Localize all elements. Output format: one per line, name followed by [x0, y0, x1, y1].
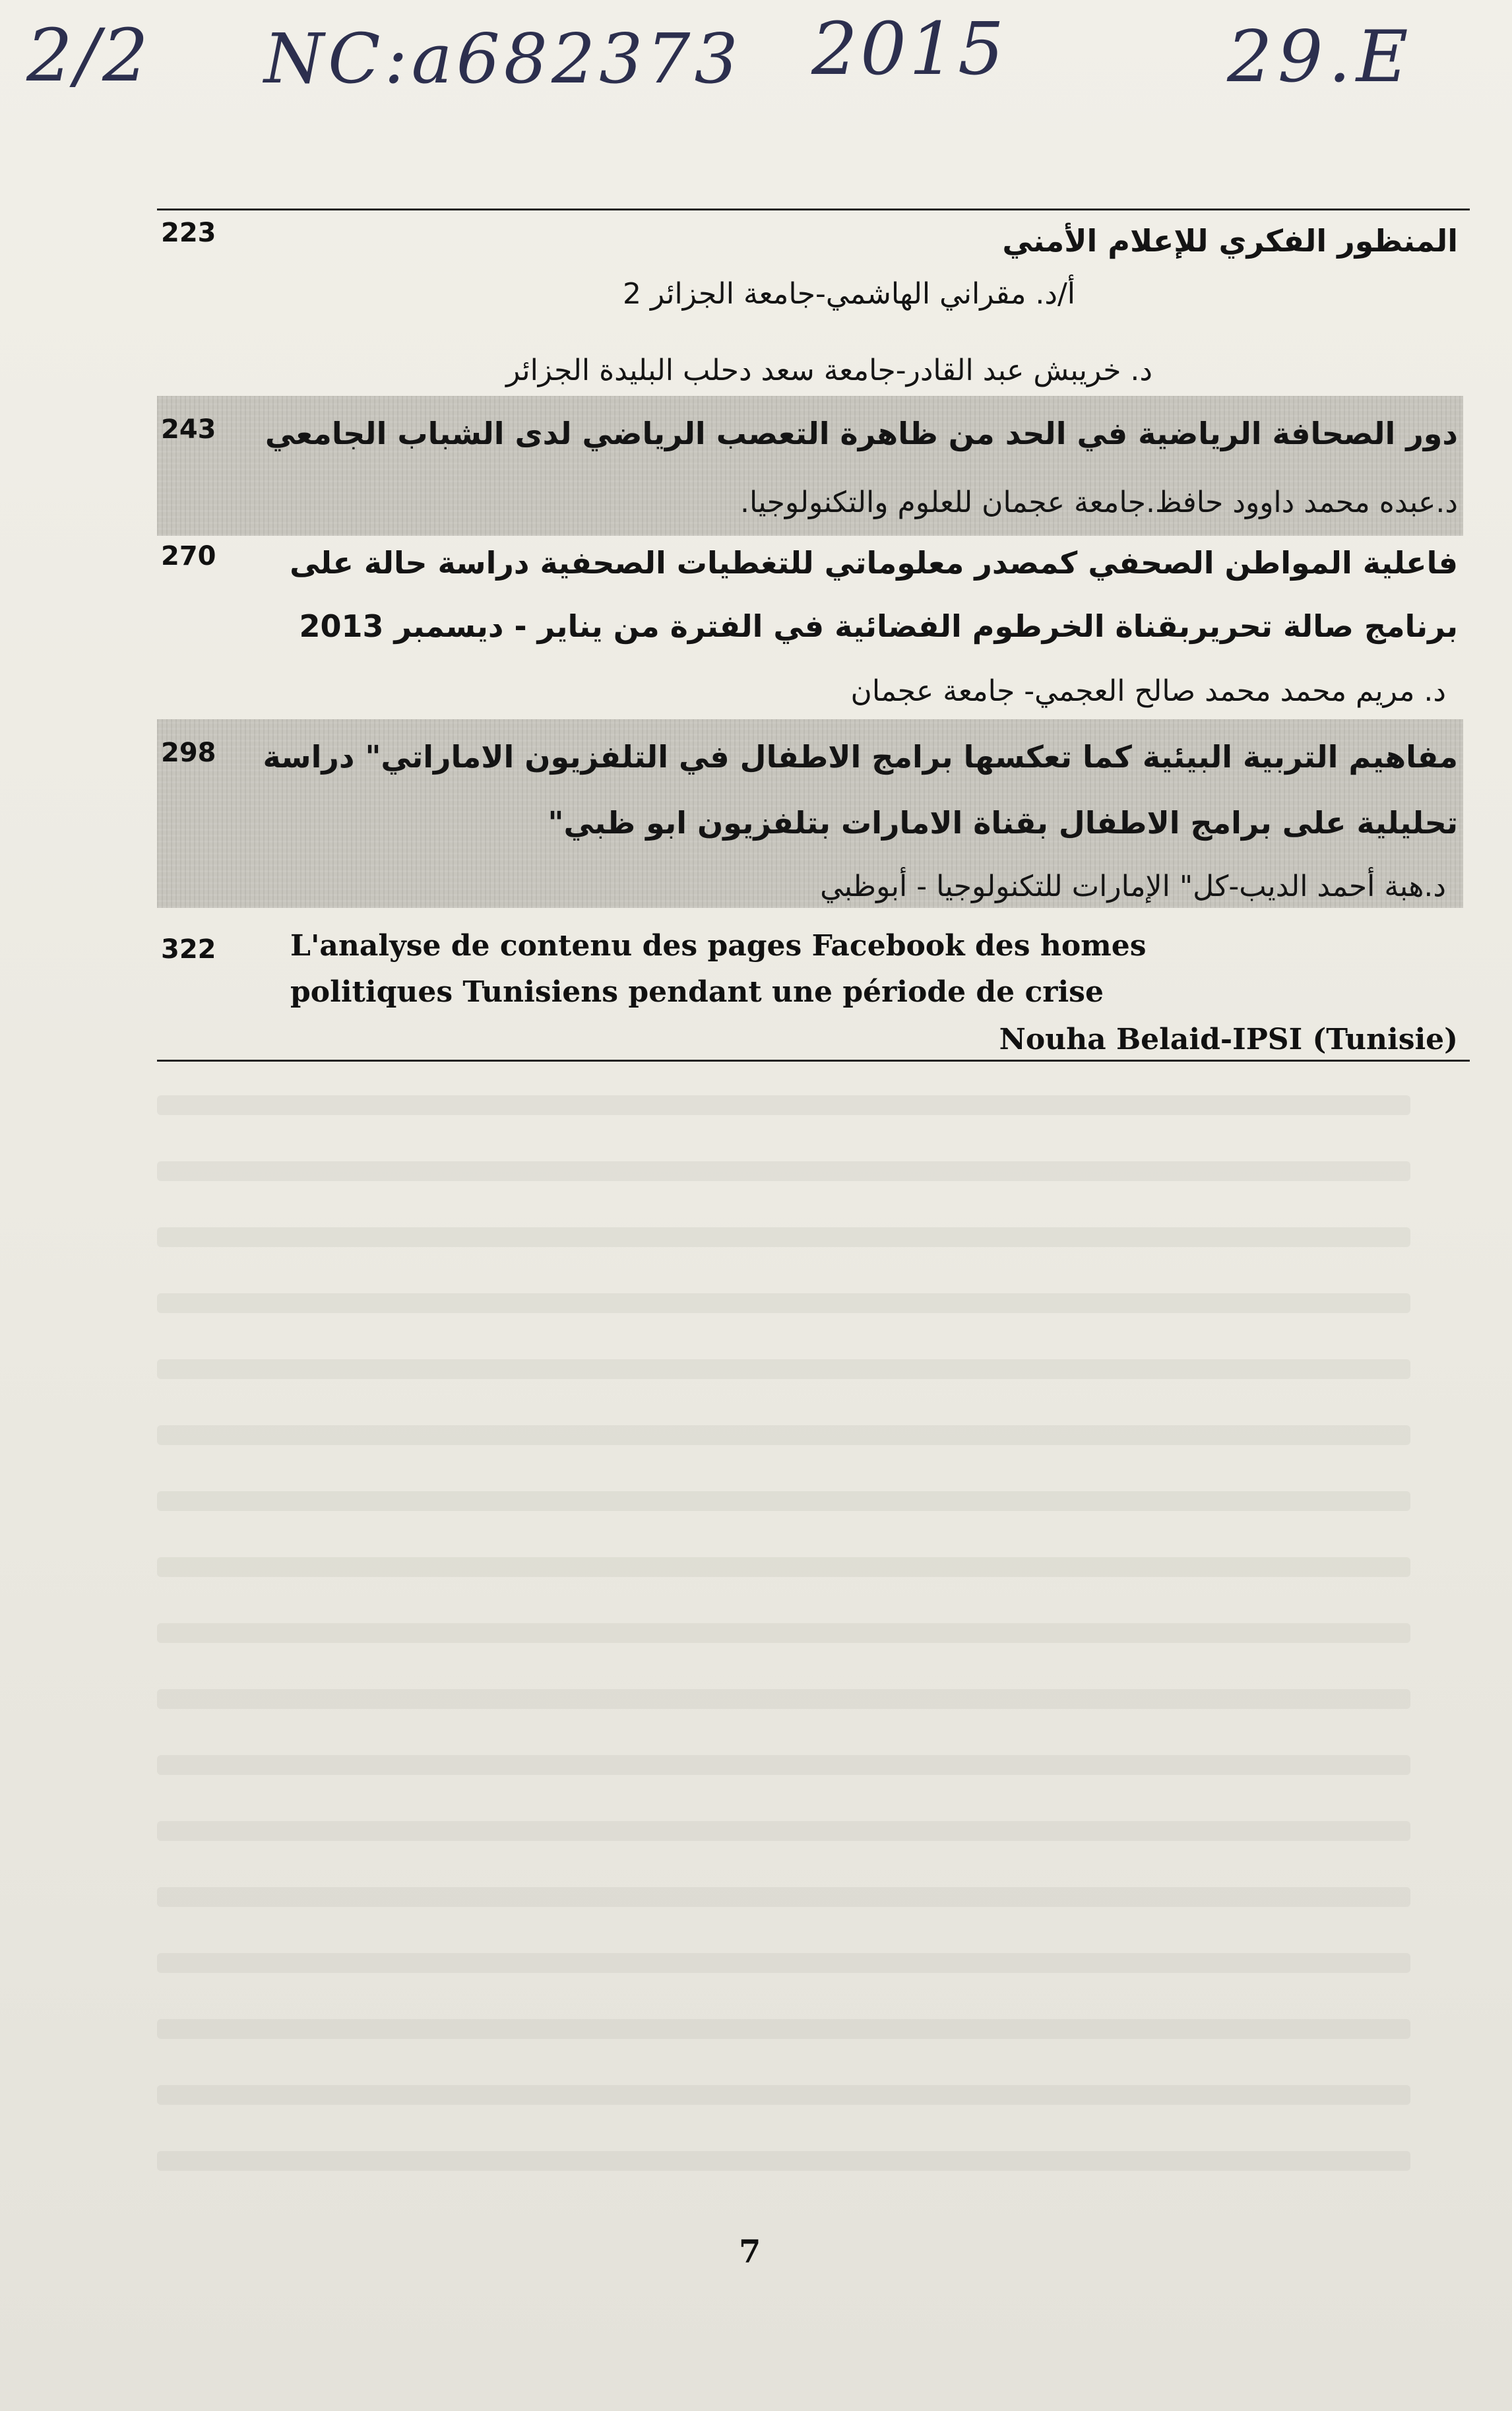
- page-number: 243: [161, 414, 216, 445]
- bleed-through: [157, 1623, 1410, 1643]
- bleed-through: [157, 1425, 1410, 1445]
- toc-author: د. مريم محمد محمد صالح العجمي- جامعة عجمان: [850, 674, 1446, 708]
- toc-entry-title: L'analyse de contenu des pages Facebook des homes: [290, 929, 1147, 963]
- toc-entry-title: تحليلية على برامج الاطفال بقناة الامارات بتلفزيون ابو ظبي": [548, 805, 1458, 841]
- toc-entry-title: برنامج صالة تحريربقناة الخرطوم الفضائية في الفترة من يناير - ديسمبر 2013: [299, 608, 1458, 644]
- folio-number: 7: [739, 2234, 761, 2270]
- bottom-rule: [157, 1060, 1470, 1062]
- bleed-through: [157, 2151, 1410, 2171]
- toc-author: د.عبده محمد داوود حافظ.جامعة عجمان للعلوم والتكنولوجيا.: [740, 486, 1458, 519]
- page-number: 223: [161, 218, 216, 248]
- bleed-through: [157, 1095, 1410, 1115]
- page-number: 270: [161, 541, 216, 571]
- toc-author: د. خريبش عبد القادر-جامعة سعد دحلب البليدة الجزائر: [506, 354, 1152, 387]
- toc-entry-title: politiques Tunisiens pendant une période de crise: [290, 975, 1104, 1009]
- bleed-through: [157, 1689, 1410, 1709]
- bleed-through: [157, 2019, 1410, 2039]
- toc-author: Nouha Belaid-IPSI (Tunisie): [999, 1023, 1458, 1056]
- bleed-through: [157, 1293, 1410, 1313]
- running-title: المنظور الفكري للإعلام الأمني: [1002, 223, 1458, 259]
- toc-author: أ/د. مقراني الهاشمي-جامعة الجزائر 2: [622, 277, 1075, 311]
- bleed-through: [157, 1227, 1410, 1247]
- toc-author: د.هبة أحمد الديب-كل" الإمارات للتكنولوجيا - أبوظبي: [820, 870, 1446, 903]
- bleed-through: [157, 1821, 1410, 1841]
- toc-entry-title: مفاهيم التربية البيئية كما تعكسها برامج الاطفال في التلفزيون الاماراتي" دراسة: [263, 739, 1458, 775]
- toc-entry-title: فاعلية المواطن الصحفي كمصدر معلوماتي للتغطيات الصحفية دراسة حالة على: [290, 545, 1458, 581]
- page-number: 298: [161, 738, 216, 768]
- page-number: 322: [161, 934, 216, 965]
- handwritten-volume: 2/2: [26, 13, 152, 98]
- bleed-through: [157, 1359, 1410, 1379]
- bleed-through: [157, 1161, 1410, 1181]
- bleed-through: [157, 1887, 1410, 1907]
- bleed-through: [157, 1557, 1410, 1577]
- handwritten-year: 2015: [811, 7, 1007, 91]
- bleed-through: [157, 1755, 1410, 1775]
- bleed-through: [157, 2085, 1410, 2105]
- bleed-through: [157, 1491, 1410, 1511]
- top-rule: [157, 209, 1470, 210]
- handwritten-code: NC:a682373: [264, 18, 742, 99]
- handwritten-number: 29.E: [1227, 16, 1414, 98]
- bleed-through: [157, 1953, 1410, 1973]
- toc-entry-title: دور الصحافة الرياضية في الحد من ظاهرة التعصب الرياضي لدى الشباب الجامعي: [265, 416, 1458, 451]
